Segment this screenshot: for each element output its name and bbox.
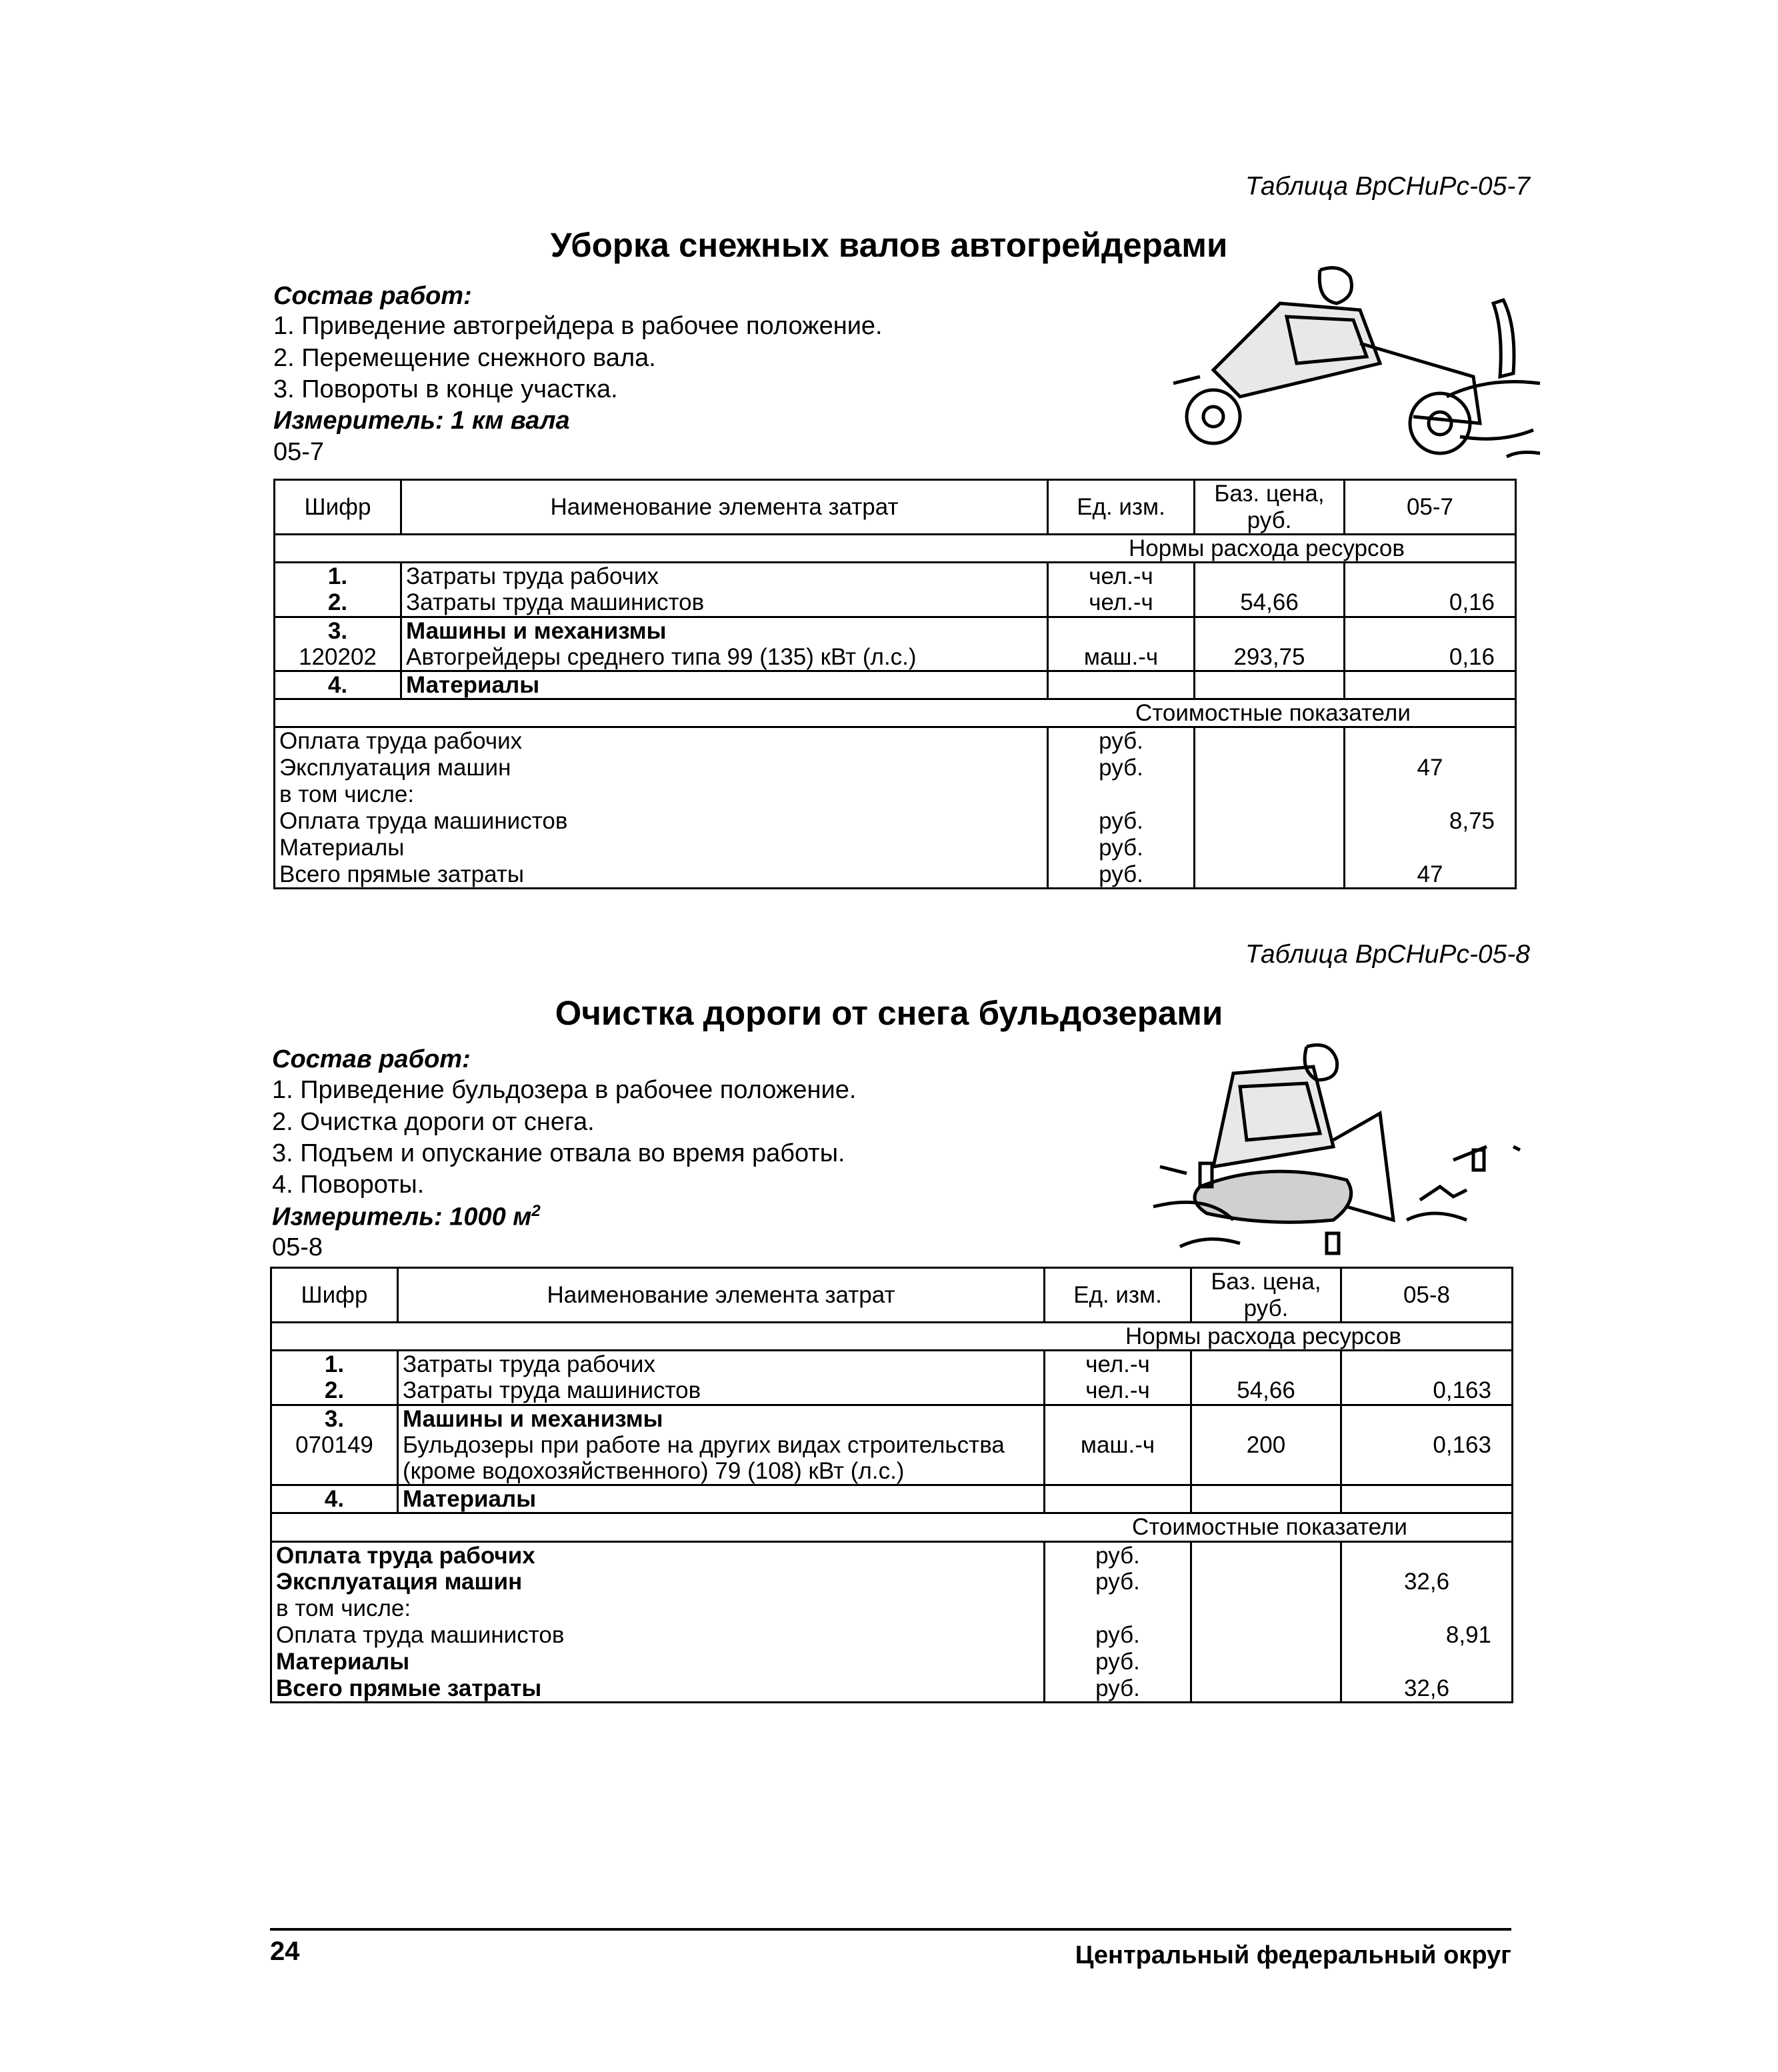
cost-value bbox=[1345, 835, 1516, 861]
row-cipher: 2. bbox=[275, 589, 401, 617]
cost-value bbox=[1341, 1541, 1513, 1569]
row-value bbox=[1341, 1405, 1513, 1432]
row-price: 200 bbox=[1191, 1432, 1341, 1485]
row-cipher: 3. bbox=[275, 617, 401, 644]
header-cipher: Шифр bbox=[271, 1268, 398, 1323]
work-item: 3. Подъем и опускание отвала во время работы. bbox=[272, 1139, 845, 1167]
cost-price bbox=[1191, 1595, 1341, 1622]
cost-value: 47 bbox=[1345, 861, 1516, 889]
row-name: Автогрейдеры среднего типа 99 (135) кВт (л.с.) bbox=[401, 644, 1048, 671]
work-item: 1. Приведение бульдозера в рабочее положение. bbox=[272, 1076, 857, 1104]
row-cipher: 1. bbox=[271, 1351, 398, 1378]
cost-name: Оплата труда машинистов bbox=[271, 1622, 1045, 1649]
footer-rule bbox=[270, 1928, 1511, 1931]
row-price bbox=[1195, 617, 1345, 644]
cost-name: Оплата труда машинистов bbox=[275, 808, 1048, 835]
row-price: 293,75 bbox=[1195, 644, 1345, 671]
row-unit: чел.-ч bbox=[1048, 589, 1195, 617]
row-price bbox=[1191, 1405, 1341, 1432]
row-unit: маш.-ч bbox=[1048, 644, 1195, 671]
row-price bbox=[1195, 671, 1345, 699]
row-value bbox=[1345, 671, 1516, 699]
header-price: Баз. цена, руб. bbox=[1195, 480, 1345, 535]
cost-section-label: Стоимостные показатели bbox=[271, 1513, 1513, 1541]
row-name: Машины и механизмы bbox=[401, 617, 1048, 644]
row-value: 0,16 bbox=[1345, 589, 1516, 617]
row-price bbox=[1191, 1351, 1341, 1378]
cost-name: Всего прямые затраты bbox=[271, 1675, 1045, 1703]
norms-section-label: Нормы расхода ресурсов bbox=[275, 535, 1516, 563]
row-value bbox=[1345, 617, 1516, 644]
row-unit: чел.-ч bbox=[1048, 563, 1195, 590]
cost-price bbox=[1195, 808, 1345, 835]
cost-name: Эксплуатация машин bbox=[275, 755, 1048, 781]
cost-name: Материалы bbox=[271, 1649, 1045, 1675]
cost-unit: руб. bbox=[1045, 1649, 1191, 1675]
row-value: 0,163 bbox=[1341, 1432, 1513, 1485]
cost-value: 47 bbox=[1345, 755, 1516, 781]
row-unit: чел.-ч bbox=[1045, 1377, 1191, 1405]
row-unit: маш.-ч bbox=[1045, 1432, 1191, 1485]
row-price: 54,66 bbox=[1191, 1377, 1341, 1405]
cost-price bbox=[1191, 1541, 1341, 1569]
row-unit bbox=[1048, 671, 1195, 699]
row-price bbox=[1195, 563, 1345, 590]
row-name: Материалы bbox=[401, 671, 1048, 699]
table-caption: Таблица ВрСНиРс-05-8 bbox=[1245, 940, 1530, 969]
work-item: 4. Повороты. bbox=[272, 1171, 425, 1199]
cost-unit: руб. bbox=[1045, 1675, 1191, 1703]
table-code: 05-7 bbox=[273, 438, 325, 466]
cost-value bbox=[1341, 1649, 1513, 1675]
row-price: 54,66 bbox=[1195, 589, 1345, 617]
header-unit: Ед. изм. bbox=[1048, 480, 1195, 535]
cost-value: 8,91 bbox=[1341, 1622, 1513, 1649]
row-name: Затраты труда рабочих bbox=[398, 1351, 1045, 1378]
works-label: Состав работ: bbox=[273, 282, 472, 310]
row-unit bbox=[1045, 1405, 1191, 1432]
cost-name: Эксплуатация машин bbox=[271, 1569, 1045, 1595]
cost-name: Оплата труда рабочих bbox=[275, 727, 1048, 755]
row-unit: чел.-ч bbox=[1045, 1351, 1191, 1378]
motor-grader-illustration bbox=[1160, 263, 1547, 463]
work-item: 2. Очистка дороги от снега. bbox=[272, 1108, 595, 1136]
header-code: 05-8 bbox=[1341, 1268, 1513, 1323]
row-cipher: 070149 bbox=[271, 1432, 398, 1485]
header-code: 05-7 bbox=[1345, 480, 1516, 535]
cost-price bbox=[1191, 1569, 1341, 1595]
cost-price bbox=[1191, 1622, 1341, 1649]
cost-unit: руб. bbox=[1045, 1541, 1191, 1569]
row-name: Затраты труда машинистов bbox=[401, 589, 1048, 617]
cost-unit: руб. bbox=[1048, 808, 1195, 835]
cost-name: в том числе: bbox=[275, 781, 1048, 808]
row-cipher: 4. bbox=[271, 1485, 398, 1513]
work-item: 2. Перемещение снежного вала. bbox=[273, 344, 656, 372]
row-cipher: 4. bbox=[275, 671, 401, 699]
cost-value bbox=[1345, 781, 1516, 808]
cost-price bbox=[1191, 1675, 1341, 1703]
row-value bbox=[1341, 1351, 1513, 1378]
section-title: Очистка дороги от снега бульдозерами bbox=[555, 994, 1223, 1032]
resource-table bbox=[273, 479, 1517, 889]
cost-price bbox=[1195, 781, 1345, 808]
cost-price bbox=[1191, 1649, 1341, 1675]
footer-region: Центральный федеральный округ bbox=[1075, 1941, 1511, 1969]
works-label: Состав работ: bbox=[272, 1045, 471, 1073]
cost-unit: руб. bbox=[1045, 1569, 1191, 1595]
cost-value: 32,6 bbox=[1341, 1569, 1513, 1595]
page-number: 24 bbox=[270, 1937, 300, 1966]
cost-name: Оплата труда рабочих bbox=[271, 1541, 1045, 1569]
table-code: 05-8 bbox=[272, 1233, 323, 1261]
section-title: Уборка снежных валов автогрейдерами bbox=[550, 226, 1228, 264]
cost-section-label: Стоимостные показатели bbox=[275, 699, 1516, 727]
row-name: Затраты труда рабочих bbox=[401, 563, 1048, 590]
cost-value bbox=[1341, 1595, 1513, 1622]
row-name: Машины и механизмы bbox=[398, 1405, 1045, 1432]
row-cipher: 2. bbox=[271, 1377, 398, 1405]
norms-section-label: Нормы расхода ресурсов bbox=[271, 1323, 1513, 1351]
header-name: Наименование элемента затрат bbox=[401, 480, 1048, 535]
row-value bbox=[1345, 563, 1516, 590]
cost-unit bbox=[1048, 781, 1195, 808]
cost-value: 8,75 bbox=[1345, 808, 1516, 835]
cost-price bbox=[1195, 755, 1345, 781]
work-item: 3. Повороты в конце участка. bbox=[273, 375, 618, 403]
cost-unit: руб. bbox=[1048, 755, 1195, 781]
header-name: Наименование элемента затрат bbox=[398, 1268, 1045, 1323]
cost-unit: руб. bbox=[1048, 727, 1195, 755]
cost-name: Всего прямые затраты bbox=[275, 861, 1048, 889]
measure-label: Измеритель: 1000 $м^2$ bbox=[272, 1202, 541, 1231]
row-name: Бульдозеры при работе на других видах строительства (кроме водохозяйственного) 79 (108) кВт (л.с.) bbox=[398, 1432, 1045, 1485]
cost-name: Материалы bbox=[275, 835, 1048, 861]
row-name: Материалы bbox=[398, 1485, 1045, 1513]
header-cipher: Шифр bbox=[275, 480, 401, 535]
measure-label: Измеритель: 1 км вала bbox=[273, 407, 570, 435]
row-cipher: 3. bbox=[271, 1405, 398, 1432]
row-value bbox=[1341, 1485, 1513, 1513]
header-unit: Ед. изм. bbox=[1045, 1268, 1191, 1323]
resource-table bbox=[270, 1267, 1513, 1703]
row-value: 0,163 bbox=[1341, 1377, 1513, 1405]
row-price bbox=[1191, 1485, 1341, 1513]
cost-value: 32,6 bbox=[1341, 1675, 1513, 1703]
row-value: 0,16 bbox=[1345, 644, 1516, 671]
row-unit bbox=[1045, 1485, 1191, 1513]
row-cipher: 1. bbox=[275, 563, 401, 590]
bulldozer-illustration bbox=[1140, 1033, 1533, 1260]
cost-unit: руб. bbox=[1045, 1622, 1191, 1649]
cost-price bbox=[1195, 727, 1345, 755]
row-name: Затраты труда машинистов bbox=[398, 1377, 1045, 1405]
cost-name: в том числе: bbox=[271, 1595, 1045, 1622]
cost-value bbox=[1345, 727, 1516, 755]
row-cipher: 120202 bbox=[275, 644, 401, 671]
work-item: 1. Приведение автогрейдера в рабочее положение. bbox=[273, 312, 883, 340]
cost-unit bbox=[1045, 1595, 1191, 1622]
row-unit bbox=[1048, 617, 1195, 644]
cost-price bbox=[1195, 835, 1345, 861]
cost-unit: руб. bbox=[1048, 861, 1195, 889]
table-caption: Таблица ВрСНиРс-05-7 bbox=[1245, 172, 1530, 201]
cost-price bbox=[1195, 861, 1345, 889]
cost-unit: руб. bbox=[1048, 835, 1195, 861]
header-price: Баз. цена, руб. bbox=[1191, 1268, 1341, 1323]
